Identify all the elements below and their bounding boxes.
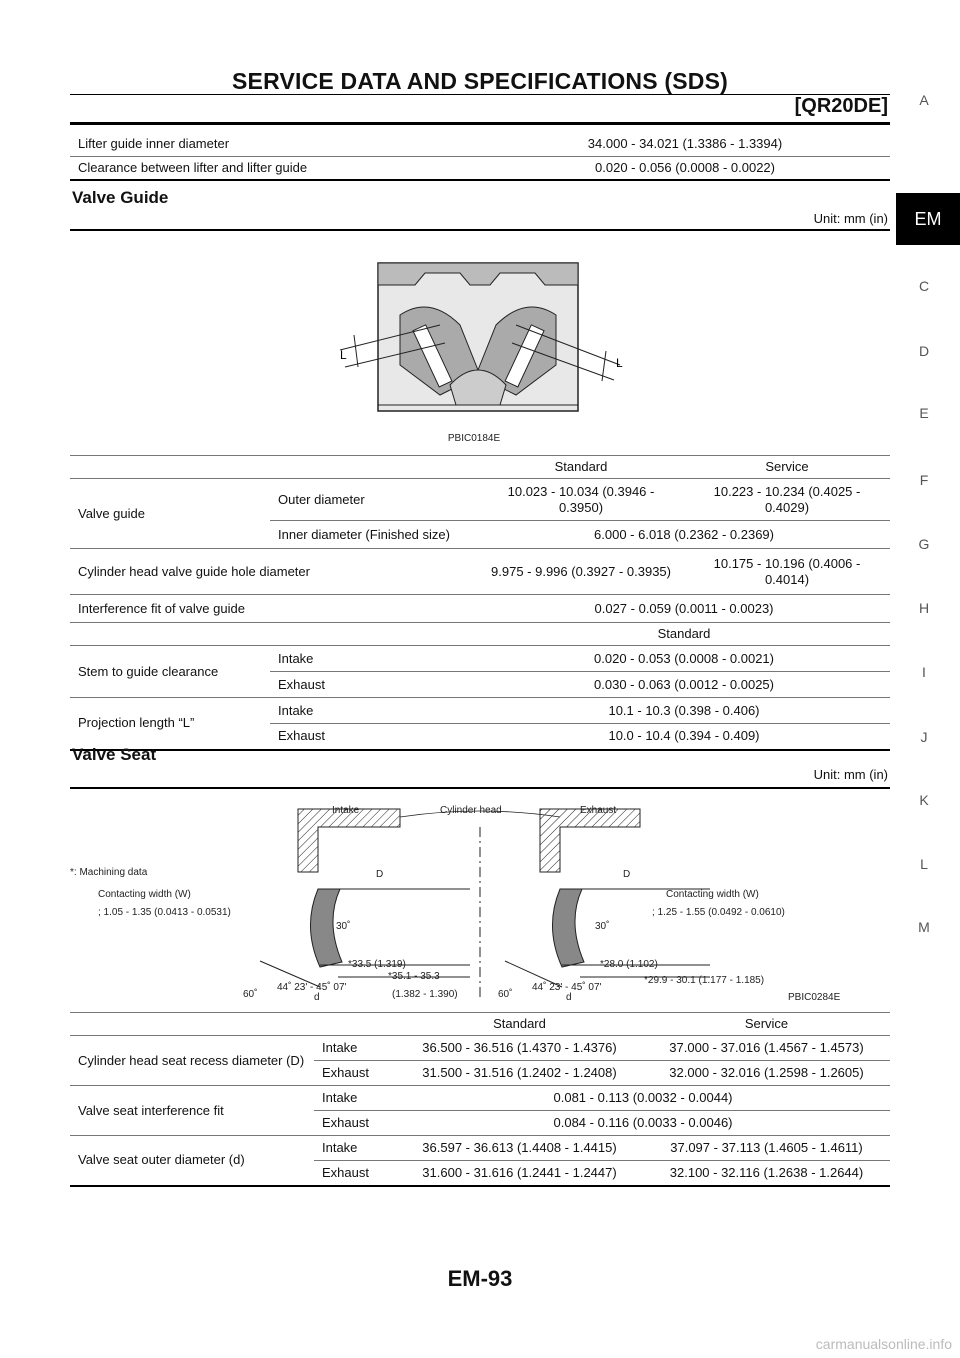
label-left-dim2a: *35.1 - 35.3 [388,971,440,982]
side-index-e[interactable]: E [919,405,929,421]
vg-projection-label: Projection length “L” [70,698,270,750]
vg-outer-label: Outer diameter [270,479,478,521]
label-contact-width-right-title: Contacting width (W) [666,889,759,900]
side-index-f[interactable]: F [919,472,929,488]
vs-recess-label: Cylinder head seat recess diameter (D) [70,1036,314,1086]
valve-guide-table [70,455,890,751]
vg-interference-label: Interference fit of valve guide [70,595,478,623]
label-left-dim1: *33.5 (1.319) [348,959,406,970]
label-machining-data: *: Machining data [70,867,148,878]
valve-seat-unit: Unit: mm (in) [813,767,888,782]
side-index-em-active[interactable]: EM [896,193,960,245]
side-index-h[interactable]: H [918,600,930,616]
side-index-a[interactable]: A [919,92,929,108]
vs-outer-exhaust-service: 32.100 - 32.116 (1.2638 - 1.2644) [669,1164,864,1180]
label-right-dim2: *29.9 - 30.1 (1.177 - 1.185) [644,975,765,986]
vg-stem-intake-value: 0.020 - 0.053 (0.0008 - 0.0021) [478,646,890,672]
vs-outer-exhaust-standard: 31.600 - 31.616 (1.2441 - 1.2447) [422,1164,617,1180]
vg-projection-intake-value: 10.1 - 10.3 (0.398 - 0.406) [478,698,890,724]
figure-label-l-left: L [340,348,347,362]
vs-interference-intake-label: Intake [314,1086,396,1111]
label-cylinder-head: Cylinder head [440,805,502,816]
label-44-left: 44˚ 23' - 45˚ 07' [277,982,347,993]
lifter-clearance-value: 0.020 - 0.056 (0.0008 - 0.0022) [595,159,775,175]
valve-seat-heading: Valve Seat [72,745,157,764]
label-d-upper-left: D [376,869,384,880]
label-contact-width-right-value: ; 1.25 - 1.55 (0.0492 - 0.0610) [652,907,785,918]
vs-interference-label: Valve seat interference fit [70,1086,314,1136]
vs-outer-intake-standard: 36.597 - 36.613 (1.4408 - 1.4415) [396,1136,643,1161]
side-index-c[interactable]: C [918,278,930,294]
vs-interference-exhaust-value: 0.084 - 0.116 (0.0033 - 0.0046) [396,1111,890,1136]
vg-projection-intake-label: Intake [270,698,478,724]
side-index-m[interactable]: M [918,919,930,935]
vs-header-service: Service [643,1013,890,1036]
side-index-k[interactable]: K [919,792,929,808]
vg-hole-service: 10.175 - 10.196 (0.4006 - 0.4014) [684,549,890,595]
vg-hole-label: Cylinder head valve guide hole diameter [70,549,478,595]
watermark: carmanualsonline.info [815,1336,952,1352]
label-30-left: 30˚ [336,921,351,932]
vg-outer-standard: 10.023 - 10.034 (0.3946 - 0.3950) [478,479,684,521]
valve-guide-heading: Valve Guide [72,188,169,207]
label-intake: Intake [332,805,360,816]
valve-guide-unit: Unit: mm (in) [813,211,888,226]
vg-header-standard: Standard [478,456,684,479]
label-d-lower-right: d [566,992,572,1003]
valve-seat-table [70,1012,890,1187]
vs-interference-exhaust-label: Exhaust [314,1111,396,1136]
label-d-lower-left: d [314,992,320,1003]
vg-inner-label: Inner diameter (Finished size) [270,521,478,549]
vg-inner-value: 6.000 - 6.018 (0.2362 - 0.2369) [478,521,890,549]
vg-projection-exhaust-value: 10.0 - 10.4 (0.394 - 0.409) [608,728,760,744]
vg-stem-label: Stem to guide clearance [70,646,270,698]
page-number: EM-93 [447,1266,513,1291]
vg-outer-service: 10.223 - 10.234 (0.4025 - 0.4029) [684,479,890,521]
label-44-right: 44˚ 23' - 45˚ 07' [532,982,602,993]
side-index-i[interactable]: I [922,664,926,680]
vs-recess-exhaust-standard: 31.500 - 31.516 (1.2402 - 1.2408) [396,1061,643,1086]
vg-stem-exhaust-value: 0.030 - 0.063 (0.0012 - 0.0025) [478,672,890,698]
vs-interference-intake-value: 0.081 - 0.113 (0.0032 - 0.0044) [396,1086,890,1111]
header-rule [70,122,890,125]
lifter-table [70,132,890,181]
valve-seat-figure [70,797,890,1009]
vg-interference-value: 0.027 - 0.059 (0.0011 - 0.0023) [478,595,890,623]
label-right-dim1: *28.0 (1.102) [600,959,658,970]
valve-guide-rule [70,229,890,231]
side-index-l[interactable]: L [920,856,928,872]
label-d-upper-right: D [623,869,631,880]
label-contact-width-left-value: ; 1.05 - 1.35 (0.0413 - 0.0531) [98,907,231,918]
vg-stem-intake-label: Intake [270,646,478,672]
figure-code-pbic0184e: PBIC0184E [447,433,501,444]
vs-recess-intake-label: Intake [314,1036,396,1061]
lifter-guide-label: Lifter guide inner diameter [70,132,480,156]
vg-guide-label: Valve guide [70,479,270,549]
vs-header-standard: Standard [396,1013,643,1036]
vs-outer-intake-service: 37.097 - 37.113 (1.4605 - 1.4611) [643,1136,890,1161]
side-index [888,0,960,1358]
figure-label-l-right: L [616,356,623,370]
vs-recess-intake-standard: 36.500 - 36.516 (1.4370 - 1.4376) [396,1036,643,1061]
label-contact-width-left-title: Contacting width (W) [98,889,191,900]
vg-header-service: Service [684,456,890,479]
valve-guide-figure [330,255,640,455]
label-left-dim2b: (1.382 - 1.390) [392,989,458,1000]
side-index-g[interactable]: G [918,536,930,552]
vg-standard-header: Standard [478,623,890,646]
vg-stem-exhaust-label: Exhaust [270,672,478,698]
label-30-right: 30˚ [595,921,610,932]
vs-outer-label: Valve seat outer diameter (d) [70,1136,314,1186]
side-index-j[interactable]: J [920,729,928,745]
header-divider [70,94,890,95]
lifter-guide-value: 34.000 - 34.021 (1.3386 - 1.3394) [480,132,890,156]
page-header-title: SERVICE DATA AND SPECIFICATIONS (SDS) [232,68,728,94]
valve-seat-rule [70,787,890,789]
figure-code-pbic0284e: PBIC0284E [788,992,841,1003]
vs-recess-exhaust-service: 32.000 - 32.016 (1.2598 - 1.2605) [643,1061,890,1086]
label-60-right: 60˚ [498,989,513,1000]
vs-outer-intake-label: Intake [314,1136,396,1161]
label-60-left: 60˚ [243,989,258,1000]
vg-projection-exhaust-label: Exhaust [278,728,325,744]
engine-code: [QR20DE] [794,95,888,117]
vs-recess-intake-service: 37.000 - 37.016 (1.4567 - 1.4573) [643,1036,890,1061]
vs-recess-exhaust-label: Exhaust [314,1061,396,1086]
vg-hole-standard: 9.975 - 9.996 (0.3927 - 0.3935) [478,549,684,595]
label-exhaust: Exhaust [580,805,617,816]
side-index-d[interactable]: D [918,343,930,359]
lifter-clearance-label: Clearance between lifter and lifter guide [78,159,308,175]
vs-outer-exhaust-label: Exhaust [322,1164,369,1180]
